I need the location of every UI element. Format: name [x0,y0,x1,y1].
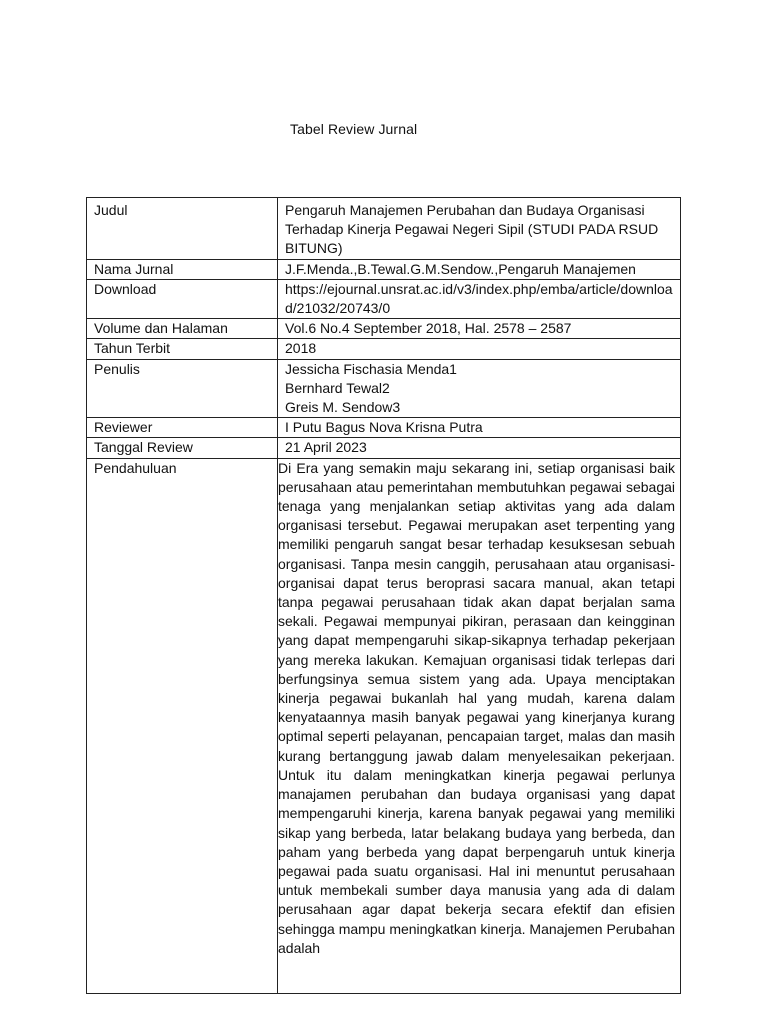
table-row-volume [87,319,681,339]
label-nama-jurnal: Nama Jurnal [87,259,278,279]
download-link[interactable]: https://ejournal.unsrat.ac.id/v3/index.php/emba/article/download/21032/20743/0 [278,279,681,318]
label-penulis: Penulis [87,359,278,418]
table-row-download [87,279,681,318]
table-row-pendahuluan [87,458,681,993]
author-2: Bernhard Tewal2 [285,379,390,396]
value-nama-jurnal: J.F.Menda.,B.Tewal.G.M.Sendow.,Pengaruh Manajemen [278,259,681,279]
table-row-tahun [87,339,681,359]
value-penulis [278,359,681,418]
table-row-tanggal [87,438,681,458]
author-3: Greis M. Sendow3 [285,399,401,416]
value-volume: Vol.6 No.4 September 2018, Hal. 2578 – 2587 [278,319,681,339]
author-1: Jessicha Fischasia Menda1 [285,360,457,377]
label-reviewer: Reviewer [87,418,278,438]
label-volume: Volume dan Halaman [87,319,278,339]
page-title: Tabel Review Jurnal [290,121,418,137]
label-tanggal: Tanggal Review [87,438,278,458]
value-tanggal: 21 April 2023 [278,438,681,458]
label-tahun: Tahun Terbit [87,339,278,359]
table-row-penulis [87,359,681,418]
review-table [86,197,681,994]
label-download: Download [87,279,278,318]
table-row-reviewer [87,418,681,438]
value-reviewer: I Putu Bagus Nova Krisna Putra [278,418,681,438]
value-tahun: 2018 [278,339,681,359]
label-judul: Judul [87,198,278,260]
value-pendahuluan: Di Era yang semakin maju sekarang ini, setiap organisasi baik perusahaan atau pemerintahan membutuhkan pegawai sebagai tenaga yang menjalankan setiap aktivitas yang ada dalam organisasi tersebut. Pegawai merupakan aset terpenting yang memiliki pengaruh sangat besar terhadap kesuksesan sebuah organisasi. Tanpa mesin canggih, perusahaan atau organisasi-organisai dapat terus beroprasi sacara manual, akan tetapi tanpa pegawai perusahaan tidak akan dapat berjalan sama sekali. Pegawai mempunyai pikiran, perasaan dan keingginan yang dapat mempengaruhi sikap-sikapnya terhadap pekerjaan yang mereka lakukan. Kemajuan organisasi tidak terlepas dari berfungsinya semua sistem yang ada. Upaya menciptakan kinerja pegawai bukanlah hal yang mudah, karena dalam kenyataannya masih banyak pegawai yang kinerjanya kurang optimal seperti pelayanan, pencapaian target, malas dan masih kurang bertanggung jawab dalam menyelesaikan pekerjaan. Untuk itu dalam meningkatkan kinerja pegawai perlunya manajamen perubahan dan budaya organisasi yang dapat mempengaruhi kinerja, karena banyak pegawai yang memiliki sikap yang berbeda, latar belakang budaya yang berbeda, dan paham yang berbeda yang dapat berpengaruh untuk kinerja pegawai pada suatu organisasi. Hal ini menuntut perusahaan untuk membekali sumber daya manusia yang ada di dalam perusahaan agar dapat bekerja secara efektif dan efisien sehingga mampu meningkatkan kinerja. Manajemen Perubahan adalah [278,458,681,993]
label-pendahuluan: Pendahuluan [87,458,278,993]
value-judul: Pengaruh Manajemen Perubahan dan Budaya Organisasi Terhadap Kinerja Pegawai Negeri Sipil (STUDI PADA RSUD BITUNG) [278,198,681,260]
table-row-judul [87,198,681,260]
table-row-nama-jurnal [87,259,681,279]
